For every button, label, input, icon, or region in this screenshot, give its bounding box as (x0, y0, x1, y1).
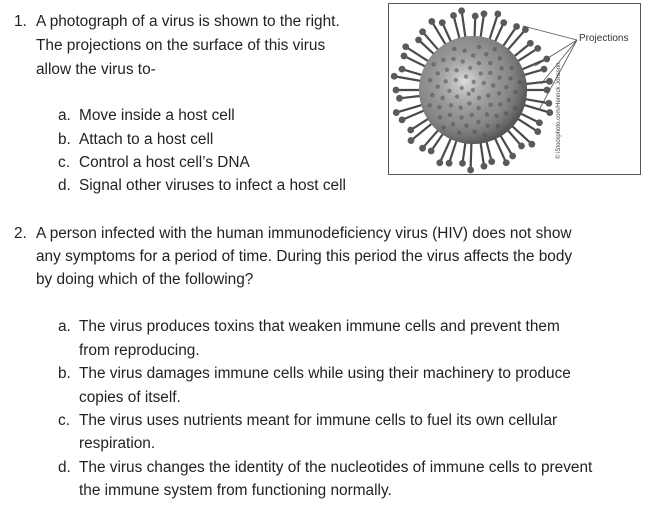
q2-option-a-line-2: from reproducing. (79, 342, 200, 359)
projection-pointer-lines (523, 26, 577, 110)
question-2-stem-line-2: any symptoms for a period of time. During this period the virus affects the body (36, 248, 573, 265)
question-1-number: 1. (14, 13, 27, 30)
question-2-number: 2. (14, 225, 27, 242)
q2-option-a-line-1: The virus produces toxins that weaken immune cells and prevent them (79, 318, 560, 335)
q1-option-d-letter: d. (58, 177, 71, 194)
photo-credit: © iStockphoto.com/Henrick Jonsson (556, 62, 562, 159)
q1-option-b-text: Attach to a host cell (79, 131, 214, 148)
q2-option-b-letter: b. (58, 365, 71, 382)
q2-option-b-line-1: The virus damages immune cells while using their machinery to produce (79, 365, 571, 382)
q2-option-a-letter: a. (58, 318, 71, 335)
projections-label: Projections (579, 33, 629, 44)
q2-option-d-letter: d. (58, 459, 71, 476)
q2-option-c-letter: c. (58, 412, 70, 429)
question-2-stem-line-3: by doing which of the following? (36, 271, 254, 288)
virus-photo-figure (388, 3, 641, 175)
q1-option-d-text: Signal other viruses to infect a host cell (79, 177, 346, 194)
q2-option-d-line-2: the immune system from functioning normally. (79, 482, 392, 499)
q1-option-c-text: Control a host cell’s DNA (79, 154, 250, 171)
q2-option-d-line-1: The virus changes the identity of the nucleotides of immune cells to prevent (79, 459, 593, 476)
q1-option-a-letter: a. (58, 107, 71, 124)
question-2-stem-line-1: A person infected with the human immunodeficiency virus (HIV) does not show (36, 225, 572, 242)
question-1-stem-line-1: A photograph of a virus is shown to the right. (36, 13, 340, 30)
q1-option-b-letter: b. (58, 131, 71, 148)
question-1-stem-line-3: allow the virus to- (36, 61, 156, 78)
q2-option-c-line-2: respiration. (79, 435, 156, 452)
question-1-stem-line-2: The projections on the surface of this virus (36, 37, 326, 54)
q1-option-a-text: Move inside a host cell (79, 107, 235, 124)
q2-option-b-line-2: copies of itself. (79, 389, 181, 406)
q1-option-c-letter: c. (58, 154, 70, 171)
virus-illustration (389, 4, 642, 176)
q2-option-c-line-1: The virus uses nutrients meant for immune cells to fuel its own cellular (79, 412, 558, 429)
